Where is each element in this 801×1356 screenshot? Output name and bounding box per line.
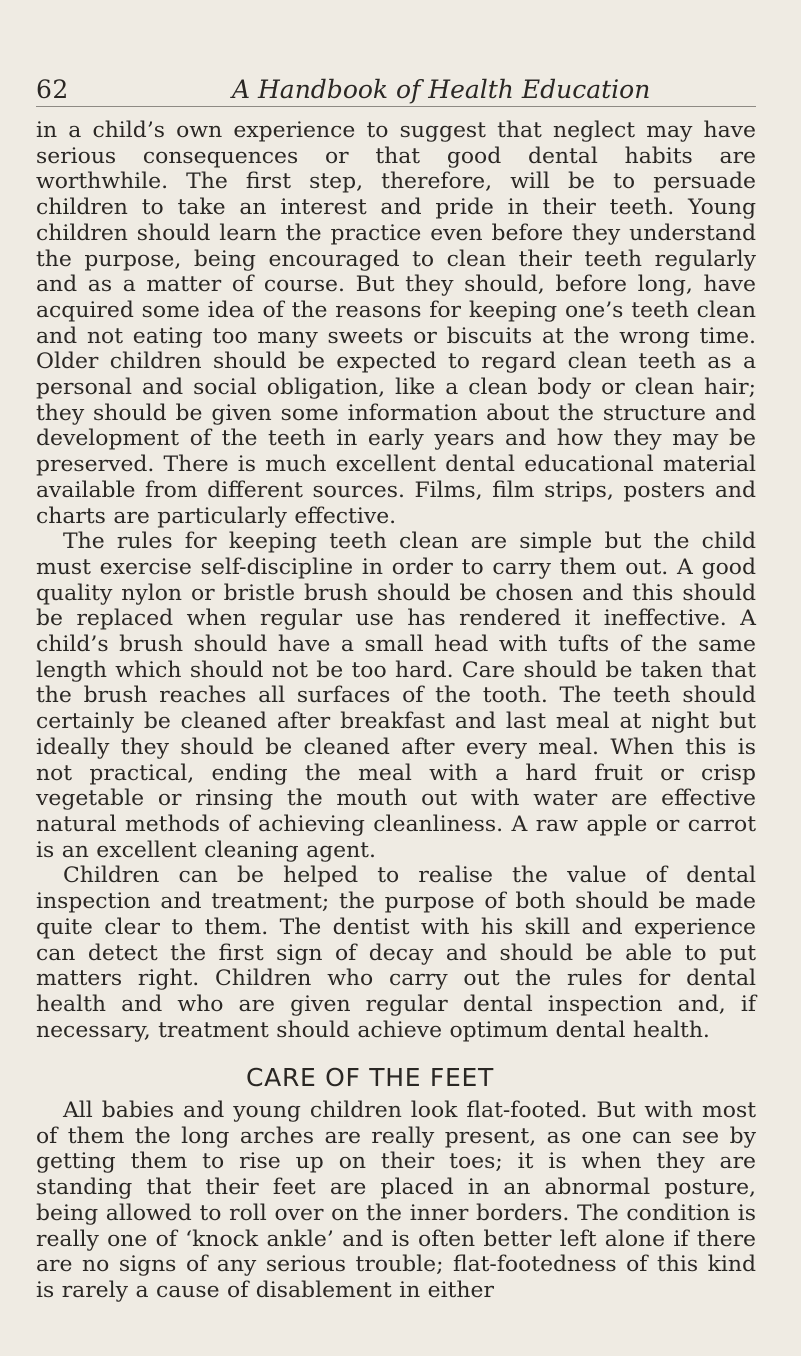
page-header	[36, 76, 756, 107]
paragraph-dental-inspection: Children can be helped to realise the value of dental inspection and treatment; the purpose of both should be made quite clear to them. The dentist with his skill and experience can detect the first sign of decay and should be able to put matters right. Children who carry out the rules for dental health and who are given regular dental inspection and, if necessary, treatment should achieve optimum dental health.	[36, 863, 756, 1043]
section-text	[36, 1098, 756, 1304]
page-number: 62	[36, 75, 69, 104]
section-heading: CARE OF THE FEET	[246, 1062, 494, 1092]
paragraph-care-of-feet: All babies and young children look flat-footed. But with most of them the long arches are really present, as one can see by getting them to rise up on their toes; it is when they are standing that their feet are placed in an abnormal posture, being allowed to roll over on the inner borders. The condition is really one of ‘knock ankle’ and is often better left alone if there are no signs of any serious trouble; flat-footedness of this kind is rarely a cause of disablement in either	[36, 1098, 756, 1303]
main-text	[36, 118, 756, 1043]
paragraph-dental-habits: in a child’s own experience to suggest that neglect may have serious consequences or that good dental habits are worthwhile. The first step, therefore, will be to persuade children to take an interest and pride in their teeth. Young children should learn the practice even before they understand the purpose, being encouraged to clean their teeth regularly and as a matter of course. But they should, before long, have acquired some idea of the reasons for keeping one’s teeth clean and not eating too many sweets or biscuits at the wrong time. Older children should be expected to regard clean teeth as a personal and social obligation, like a clean body or clean hair; they should be given some information about the structure and development of the teeth in early years and how they may be preserved. There is much excellent dental educational material available from different sources. Films, film strips, posters and charts are particularly effective.	[36, 118, 756, 529]
paragraph-teeth-cleaning-rules: The rules for keeping teeth clean are simple but the child must exercise self-discipline in order to carry them out. A good quality nylon or bristle brush should be chosen and this should be replaced when regular use has rendered it ineffective. A child’s brush should have a small head with tufts of the same length which should not be too hard. Care should be taken that the brush reaches all surfaces of the tooth. The teeth should certainly be cleaned after breakfast and last meal at night but ideally they should be cleaned after every meal. When this is not practical, ending the meal with a hard fruit or crisp vegetable or rinsing the mouth out with water are effective natural methods of achieving cleanliness. A raw apple or carrot is an excellent cleaning agent.	[36, 529, 756, 863]
running-title: A Handbook of Health Education	[232, 75, 651, 104]
